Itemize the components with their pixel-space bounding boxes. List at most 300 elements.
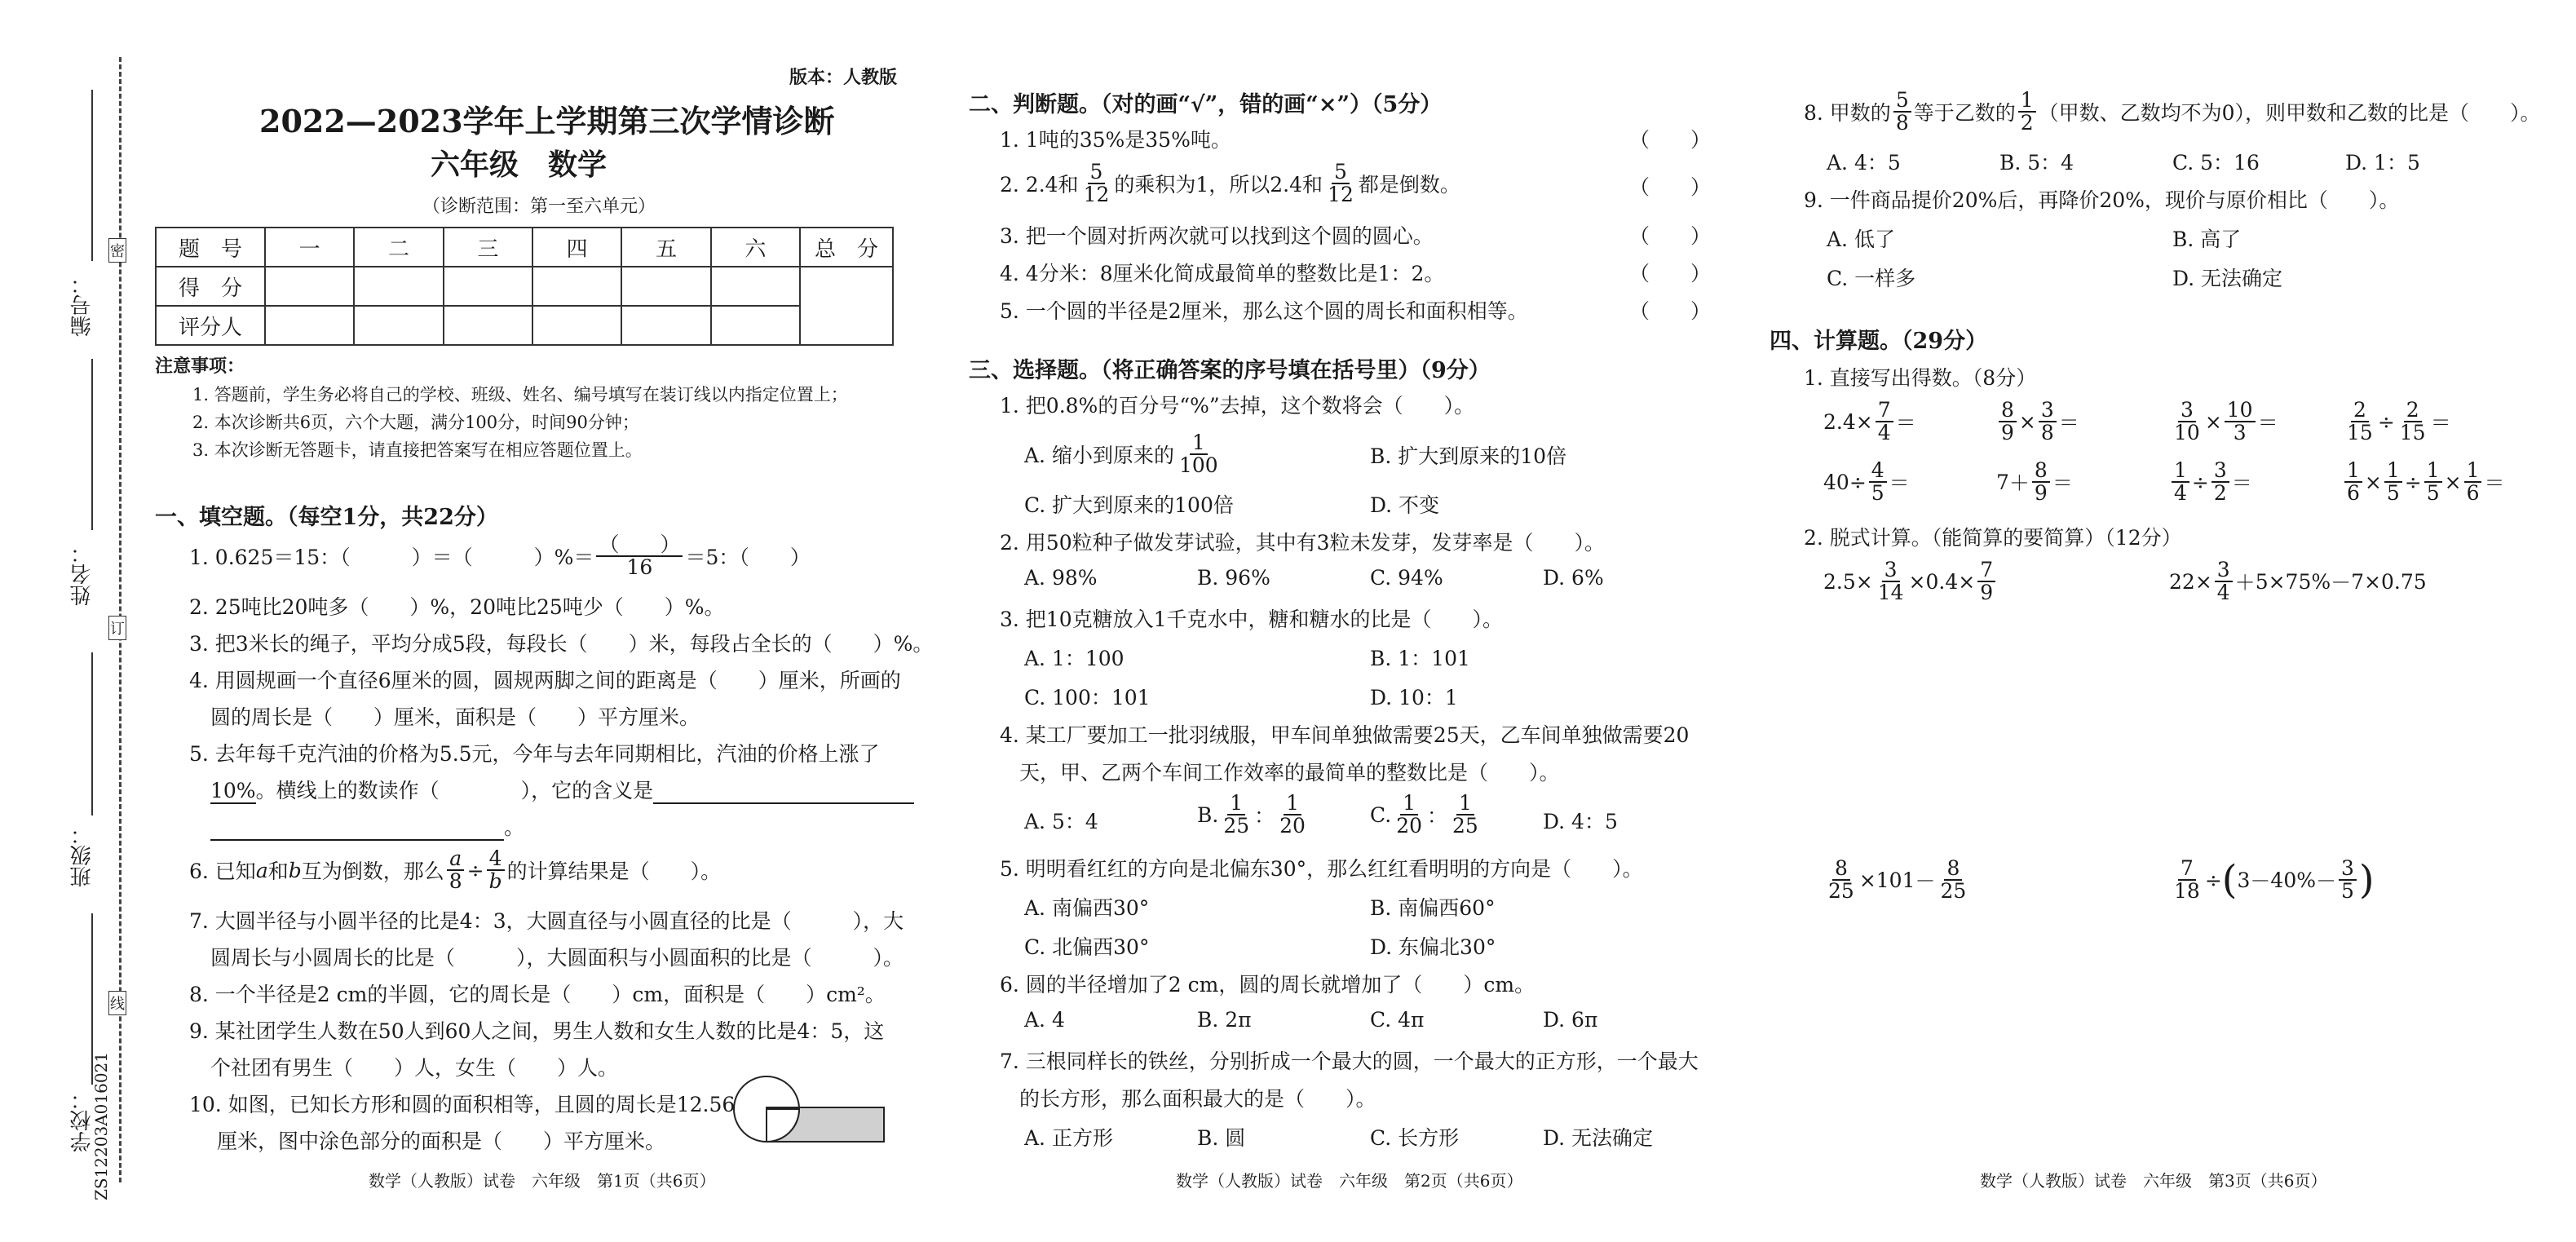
judge-answer-paren[interactable]: （ ） [1629,299,1712,323]
name-label: 姓名： [70,542,95,606]
score-cell[interactable] [444,267,532,306]
choice-option: D. 4：5 [1543,810,1618,833]
var-a: a [255,858,268,882]
fraction-numerator: 4 [487,848,505,871]
choice-q1-option-a [1024,432,1223,477]
op-times: × [2268,569,2286,594]
fraction [1999,400,2017,444]
fill-q1 [189,534,811,579]
choice-option: B. 5：4 [1999,151,2074,175]
calc-step-2 [2169,559,2427,604]
fraction [1869,460,1887,505]
op-times: × [2018,409,2036,434]
paren-close: ) [2358,857,2375,904]
fraction [2172,858,2203,903]
judge-answer-paren[interactable]: （ ） [1629,175,1712,199]
op-times: × [1958,569,1976,594]
fraction-numerator: 1 [2464,460,2482,483]
fraction [1977,559,1995,604]
fill-q5-line2-text: 。横线上的数读作（ ），它的含义是 [255,779,654,802]
calc-expr-6 [1996,460,2073,505]
note-item: 3. 本次诊断无答题卡，请直接把答案写在相应答题位置上。 [192,440,643,460]
footer-page-2: 数学（人教版）试卷 六年级 第2页（共6页） [1176,1171,1523,1191]
choice-option: A. 1：100 [1024,647,1125,670]
number: 75% [2285,569,2331,594]
fraction [447,848,465,893]
number: 40 [1823,470,1849,494]
judge-q2-text-c: 都是倒数。 [1358,173,1460,197]
fraction-denominator: 25 [1828,879,1854,904]
fill-q3: 3. 把3米长的绳子，平均分成5段，每段长（ ）米，每段占全长的（ ）%。 [189,632,934,656]
underlined-percent: 10% [210,779,256,802]
number: 2.4 [1823,409,1856,434]
fraction-numerator: 8 [1832,858,1850,881]
fraction [2032,460,2050,505]
calc-step-3 [1823,858,1971,903]
choice-option: D. 无法确定 [1543,1126,1654,1150]
choice-q8-text-c: （甲数、乙数均不为0），则甲数和乙数的比是（ ）。 [2038,101,2541,126]
op-div: ÷ [2204,868,2222,892]
edition-label: 版本：人教版 [789,67,898,88]
fraction-denominator: 18 [2174,879,2200,904]
op-times: × [2444,470,2462,494]
fraction [2172,460,2189,505]
fraction-denominator: 10 [2174,421,2200,445]
judge-answer-paren[interactable]: （ ） [1629,262,1712,285]
fraction [487,848,505,893]
judge-q2 [1000,161,1460,206]
choice-option: D. 东偏北30° [1370,935,1496,959]
score-col-label: 题 号 [156,228,265,267]
fraction-denominator: 5 [2386,481,2400,506]
fraction-numerator: a [447,848,464,871]
choice-q3: 3. 把10克糖放入1千克水中，糖和糖水的比是（ ）。 [1000,608,1504,631]
choice-option: A. 98% [1024,566,1098,590]
div-sign: ÷ [466,858,484,882]
fraction-denominator: 2 [2213,481,2227,506]
note-item: 1. 答题前，学生务必将自己的学校、班级、姓名、编号填写在装订线以内指定位置上； [192,385,848,404]
fraction [2225,400,2256,444]
calc-step-1 [1823,559,1998,604]
choice-q2: 2. 用50粒种子做发芽试验，其中有3粒未发芽，发芽率是（ ）。 [1000,531,1606,555]
calc-sub1-title: 1. 直接写出得数。（8分） [1804,366,2037,390]
fraction [2397,400,2428,444]
choice-option: A. 4 [1024,1008,1065,1032]
judge-q2-text-a: 2. 2.4和 [1000,173,1079,197]
fill-q6 [189,848,721,893]
score-cell[interactable] [354,267,443,306]
number: 101 [1876,868,1915,892]
paper-code: ZS12203A016021 [91,1052,111,1201]
class-line [91,652,93,815]
fraction-numerator: 1 [1284,793,1301,815]
choice-option: C. 一样多 [1827,267,1916,290]
fill-q6-text-mid: 互为倒数，那么 [301,860,444,884]
score-table [155,227,894,346]
choice-q4-line1: 4. 某工厂要加工一批羽绒服，甲车间单独做需要25天，乙车间单独做需要20 [1000,723,1690,747]
option-letter: B. [1197,802,1219,827]
judge-q2-text-b: 的乘积为1，所以2.4和 [1114,173,1323,197]
grader-cell[interactable] [265,306,354,345]
notes-title: 注意事项： [155,356,245,377]
calc-sub2-title: 2. 脱式计算。（能简算的要简算）（12分） [1804,526,2182,550]
fraction-denominator: 4 [2174,481,2187,506]
choice-q4-line2: 天，甲、乙两个车间工作效率的最简单的整数比是（ ）。 [1019,761,1560,785]
fraction-numerator: 8 [1944,858,1962,881]
choice-q5: 5. 明明看红红的方向是北偏东30°，那么红红看明明的方向是（ ）。 [1000,857,1643,881]
fill-q5-line1: 5. 去年每千克汽油的价格为5.5元，今年与去年同期相比，汽油的价格上涨了 [189,742,880,766]
op-div: ÷ [1849,470,1867,494]
judge-q4: 4. 4分米：8厘米化简成最简单的整数比是1：2。 [1000,262,1445,285]
choice-option: C. 5：16 [2172,151,2260,175]
fraction-denominator: 20 [1396,814,1422,838]
op-minus: － [2250,869,2271,894]
choice-option: A. 4：5 [1827,151,1901,175]
fraction [1450,793,1481,838]
score-cell[interactable] [265,267,354,306]
fraction-numerator: 7 [1977,559,1995,582]
fill-q5-line2 [210,775,914,804]
fraction-denominator: 5 [2426,481,2440,506]
op-eq: ＝ [1895,411,1916,435]
fill-q5-line3-end: 。 [504,815,525,839]
fill-q2: 2. 25吨比20吨多（ ）%，20吨比25吨少（ ）%。 [189,595,725,619]
grader-cell[interactable] [621,306,710,345]
grader-cell[interactable] [354,306,443,345]
fill-q6-text-a: 6. 已知 [189,860,256,884]
fraction-numerator: 2 [2351,400,2369,422]
number: 7 [2351,569,2365,594]
fraction-denominator: 8 [2040,421,2054,445]
fraction-denominator: 9 [1980,581,1994,605]
footer-page-3: 数学（人教版）试卷 六年级 第3页（共6页） [1980,1171,2327,1191]
choice-option: D. 6π [1543,1008,1598,1032]
fraction-denominator: 5 [1871,481,1885,506]
choice-option: D. 10：1 [1370,686,1458,709]
fraction-denominator: 15 [2347,421,2373,445]
fraction-denominator: 4 [1877,421,1891,445]
op-times: × [2194,569,2212,594]
fraction [1394,793,1425,838]
op-minus: － [2331,571,2352,595]
op-div: ÷ [2377,409,2395,434]
fill-q9-line1: 9. 某社团学生人数在50人到60人之间，男生人数和女生人数的比是4：5，这 [189,1019,885,1043]
fraction-numerator: 3 [1882,559,1900,582]
score-cell[interactable] [532,267,621,306]
fill-q6-text-end: 的计算结果是（ ）。 [506,860,722,884]
op-times: × [2204,409,2222,434]
fraction-numerator: 1 [2172,460,2189,483]
section-4-title: 四、计算题。（29分） [1770,329,1988,354]
name-line [91,359,93,530]
fraction [2424,460,2442,505]
choice-q4-option-b [1197,793,1310,838]
fraction-denominator: 4 [2216,581,2230,605]
colon: ： [1254,804,1275,829]
fraction [1221,793,1252,838]
fraction-numerator: 10 [2225,400,2256,422]
fraction-denominator: 25 [1940,879,1967,904]
seal-mark-top: 密 [108,238,126,263]
fill-q1-text-b: ＝5：（ ） [685,546,811,570]
fraction [2018,90,2036,135]
number: 7 [1996,470,2009,494]
section-2-title: 二、判断题。（对的画“√”，错的画“×”）（5分） [969,92,1443,117]
fraction-numerator: 2 [2404,400,2422,422]
choice-option: C. 100：101 [1024,686,1151,709]
choice-q6: 6. 圆的半径增加了2 cm，圆的周长就增加了（ ）cm。 [1000,973,1535,997]
fraction-denominator: 16 [626,555,653,580]
option-letter: C. [1370,802,1392,827]
fraction-numerator: （ ） [596,534,683,557]
fraction [1893,90,1911,135]
judge-answer-paren[interactable]: （ ） [1629,128,1712,152]
fraction [2172,400,2203,444]
judge-answer-paren[interactable]: （ ） [1629,224,1712,248]
fraction-numerator: 1 [2384,460,2402,483]
fraction-denominator: 100 [1178,453,1218,478]
fraction [2384,460,2402,505]
fraction-numerator: 7 [1876,400,1893,422]
score-cell[interactable] [621,267,710,306]
fraction-numerator: 8 [2032,460,2050,483]
score-col: 四 [532,228,621,267]
op-eq: ＝ [2257,411,2278,435]
op-times: × [1855,409,1873,434]
fill-q10-line1: 10. 如图，已知长方形和圆的面积相等，且圆的周长是12.56 [189,1093,736,1116]
option-text: A. 缩小到原来的 [1024,444,1174,468]
judge-q5: 5. 一个圆的半径是2厘米，那么这个圆的周长和面积相等。 [1000,299,1528,323]
fraction-denominator: 14 [1877,581,1904,605]
fraction [1938,858,1969,903]
seal-mark-mid: 订 [108,616,126,640]
choice-q1-option-c: C. 扩大到原来的100倍 [1024,493,1234,517]
calc-expr-8 [2342,460,2505,505]
number: 22 [2169,569,2195,594]
score-total-cell[interactable] [800,267,893,345]
judge-q1: 1. 1吨的35%是35%吨。 [1000,128,1231,152]
op-div: ÷ [2404,470,2422,494]
calc-expr-5 [1823,460,1910,505]
fraction [1081,161,1112,206]
op-plus: ＋ [2008,471,2030,496]
op-eq: ＝ [2058,411,2079,435]
fraction [1876,559,1907,604]
op-div: ÷ [2191,470,2209,494]
number: 3 [2237,868,2251,892]
fraction-numerator: 1 [1456,793,1474,815]
fraction-denominator: 2 [2020,111,2034,135]
fraction-denominator: b [488,869,502,894]
fraction [1277,793,1308,838]
score-col: 六 [711,228,800,267]
class-label: 班级： [70,824,95,887]
fraction-denominator: 12 [1328,183,1354,207]
fraction-numerator: 3 [2178,400,2196,422]
fraction [1876,400,1893,444]
fraction-denominator: 8 [1895,111,1909,135]
fraction-denominator: 25 [1452,814,1478,838]
fraction [2344,400,2375,444]
choice-q8 [1804,90,2541,135]
calc-expr-7 [2169,460,2252,505]
fraction-denominator: 6 [2347,481,2360,506]
fraction-denominator: 6 [2466,481,2480,506]
grader-cell[interactable] [532,306,621,345]
fraction-numerator: 1 [2424,460,2442,483]
op-minus: － [2316,869,2337,894]
fraction-numerator: 3 [2211,460,2229,483]
fraction-numerator: 5 [1088,161,1106,184]
choice-option: C. 长方形 [1370,1126,1460,1150]
fraction-numerator: 5 [1893,90,1911,113]
fraction-numerator: 1 [2018,90,2036,113]
grader-cell[interactable] [444,306,532,345]
choice-q1-option-b: B. 扩大到原来的10倍 [1370,444,1567,468]
fill-q8: 8. 一个半径是2 cm的半圆，它的周长是（ ）cm，面积是（ ）cm²。 [189,983,886,1006]
choice-option: B. 南偏西60° [1370,896,1496,920]
choice-option: B. 2π [1197,1008,1252,1032]
number-label: 编号： [70,273,95,337]
choice-option: B. 高了 [2172,228,2242,251]
fraction-denominator: 9 [2001,421,2014,445]
score-col: 二 [354,228,443,267]
circle-rectangle-figure [732,1075,889,1150]
fraction [2464,460,2482,505]
fraction [2215,559,2233,604]
fraction [2344,460,2362,505]
score-row-label: 评分人 [156,306,265,345]
fraction-denominator: 12 [1083,183,1110,207]
fraction-denominator: 5 [2341,879,2354,904]
fraction-numerator: 3 [2339,858,2357,881]
choice-option: C. 北偏西30° [1024,935,1150,959]
score-row-label: 得 分 [156,267,265,306]
op-eq: ＝ [1889,471,1910,496]
judge-q3: 3. 把一个圆对折两次就可以找到这个圆的圆心。 [1000,224,1434,248]
choice-option: A. 正方形 [1024,1126,1113,1150]
fraction-denominator: 15 [2399,421,2426,445]
number: 2.5 [1823,569,1856,594]
op-times: × [2364,569,2381,594]
choice-option: D. 无法确定 [2172,267,2283,290]
fraction [2039,400,2057,444]
choice-option: A. 5：4 [1024,810,1098,833]
score-col: 一 [265,228,354,267]
calc-expr-3 [2169,400,2278,444]
fraction-denominator: 20 [1279,814,1306,838]
fill-q7-line1: 7. 大圆半径与小圆半径的比是4：3，大圆直径与小圆直径的比是（ ），大 [189,909,904,933]
fraction-numerator: 7 [2178,858,2196,881]
calc-expr-2 [1996,400,2079,444]
fraction-denominator: 25 [1223,814,1250,838]
choice-q4-option-c [1370,793,1483,838]
number: 5 [2255,569,2269,594]
fraction-numerator: 4 [1869,460,1887,483]
choice-option: A. 南偏西30° [1024,896,1150,920]
footer-page-1: 数学（人教版）试卷 六年级 第1页（共6页） [369,1171,716,1191]
op-times: × [1855,569,1873,594]
exam-title: 2022—2023学年上学期第三次学情诊断 [259,103,835,139]
fraction-denominator: 9 [2034,481,2048,506]
answer-blank[interactable] [653,781,914,804]
choice-q8-text-b: 等于乙数的 [1913,101,2016,126]
fraction [1325,161,1356,206]
seal-mark-bottom: 线 [108,991,126,1015]
calc-step-4 [2169,858,2375,903]
exam-scope: （诊断范围：第一至六单元） [422,197,656,217]
section-3-title: 三、选择题。（将正确答案的序号填在括号里）（9分） [969,358,1491,383]
choice-q8-text-a: 8. 甲数的 [1804,101,1891,126]
exam-subtitle: 六年级 数学 [431,148,608,182]
score-col: 五 [621,228,710,267]
choice-q7-line1: 7. 三根同样长的铁丝，分别折成一个最大的圆，一个最大的正方形，一个最大 [1000,1050,1699,1073]
fill-q5-line3 [210,811,524,841]
choice-option: C. 94% [1370,566,1443,590]
choice-option: C. 4π [1370,1008,1425,1032]
score-cell[interactable] [711,267,800,306]
choice-option: D. 1：5 [2345,151,2420,175]
fraction-numerator: 8 [1999,400,2017,422]
fraction-numerator: 5 [1332,161,1350,184]
choice-q9: 9. 一件商品提价20%后，再降价20%，现价与原价相比（ ）。 [1804,188,2400,212]
number: 0.75 [2381,569,2427,594]
score-col-total: 总 分 [800,228,893,267]
fill-q4-line1: 4. 用圆规画一个直径6厘米的圆，圆规两脚之间的距离是（ ）厘米，所画的 [189,669,901,692]
fill-q7-line2: 圆周长与小圆周长的比是（ ），大圆面积与小圆面积的比是（ ）。 [210,946,904,970]
op-eq: ＝ [2484,471,2505,496]
fill-q6-text-and: 和 [267,860,289,884]
fraction-denominator: 8 [448,869,462,894]
op-times: × [1858,868,1876,892]
paren-open: ( [2221,857,2238,904]
fraction [1826,858,1857,903]
fill-q9-line2: 个社团有男生（ ）人，女生（ ）人。 [210,1056,619,1080]
choice-option: B. 1：101 [1370,647,1470,670]
fraction-numerator: 3 [2039,400,2057,422]
section-1-title: 一、填空题。（每空1分，共22分） [155,505,498,530]
note-item: 2. 本次诊断共6页，六个大题，满分100分，时间90分钟； [192,413,639,432]
fraction [1177,432,1221,477]
calc-expr-4 [2342,400,2451,444]
op-minus: － [1915,869,1936,894]
var-b: b [288,858,302,882]
number: 0.4 [1925,569,1959,594]
op-times: × [1908,569,1926,594]
calc-expr-1 [1823,400,1916,444]
fraction-numerator: 3 [2215,559,2233,582]
fill-q1-fraction [596,534,683,579]
choice-option: D. 6% [1543,566,1604,590]
answer-blank[interactable] [210,818,504,841]
fraction [2339,858,2357,903]
choice-option: B. 圆 [1197,1126,1246,1150]
choice-q1-option-d: D. 不变 [1370,493,1440,517]
fraction-numerator: 1 [1227,793,1245,815]
op-eq: ＝ [2052,471,2073,496]
choice-q1: 1. 把0.8%的百分号“%”去掉，这个数将会（ ）。 [1000,394,1475,418]
fraction [2211,460,2229,505]
op-eq: ＝ [2231,471,2252,496]
fraction-numerator: 1 [2344,460,2362,483]
number: 40% [2270,868,2316,892]
choice-option: B. 96% [1197,566,1270,590]
fraction-numerator: 1 [1400,793,1418,815]
fill-q10-line2: 厘米，图中涂色部分的面积是（ ）平方厘米。 [217,1129,666,1153]
choice-option: A. 低了 [1827,228,1895,251]
school-label: 学校： [70,1089,95,1152]
grader-cell[interactable] [711,306,800,345]
